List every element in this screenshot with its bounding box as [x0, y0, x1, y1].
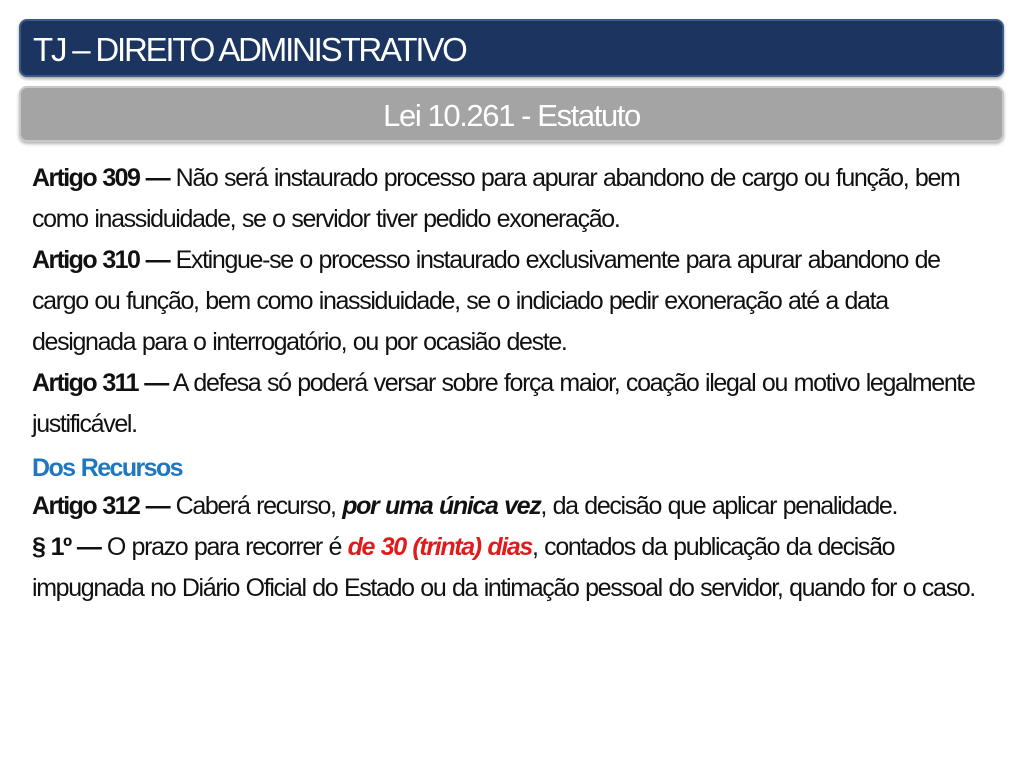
title-bar	[19, 19, 1004, 77]
article-text: Não será instaurado processo para apurar abandono de cargo ou função, bem como inassiduidade, se o servidor tiver pedido exoneração.	[32, 164, 960, 233]
slide-subtitle: Lei 10.261 - Estatuto	[383, 98, 640, 133]
article-310	[32, 240, 992, 363]
paragraph-label: § 1º —	[32, 533, 101, 561]
article-emphasis: por uma única vez	[342, 492, 541, 520]
paragraph-1	[32, 527, 992, 609]
subtitle-bar	[19, 86, 1004, 142]
article-text: Extingue-se o processo instaurado exclusivamente para apurar abandono de cargo ou função, bem como inassiduidade, se o indiciado pedir exoneração até a data designada para o interrogatório, ou por ocasião deste.	[32, 246, 940, 356]
article-label: Artigo 312 —	[32, 492, 169, 520]
article-label: Artigo 309 —	[32, 164, 169, 192]
article-311	[32, 363, 992, 445]
article-309	[32, 158, 992, 240]
article-label: Artigo 310 —	[32, 246, 169, 274]
article-312	[32, 486, 992, 527]
section-heading: Dos Recursos	[32, 454, 182, 482]
slide-body	[32, 158, 992, 609]
paragraph-emphasis: de 30 (trinta) dias	[347, 533, 532, 561]
article-text-after: , da decisão que aplicar penalidade.	[540, 492, 898, 520]
article-text-before: Caberá recurso,	[175, 492, 336, 520]
slide-title: TJ – DIREITO ADMINISTRATIVO	[33, 31, 466, 68]
article-text: A defesa só poderá versar sobre força maior, coação ilegal ou motivo legalmente justificável.	[32, 369, 975, 438]
paragraph-text-before: O prazo para recorrer é	[106, 533, 342, 561]
paragraph-text-after: , contados da publicação da decisão impugnada no Diário Oficial do Estado ou da intimação pessoal do servidor, quando for o caso.	[32, 533, 975, 602]
article-label: Artigo 311 —	[32, 369, 168, 397]
